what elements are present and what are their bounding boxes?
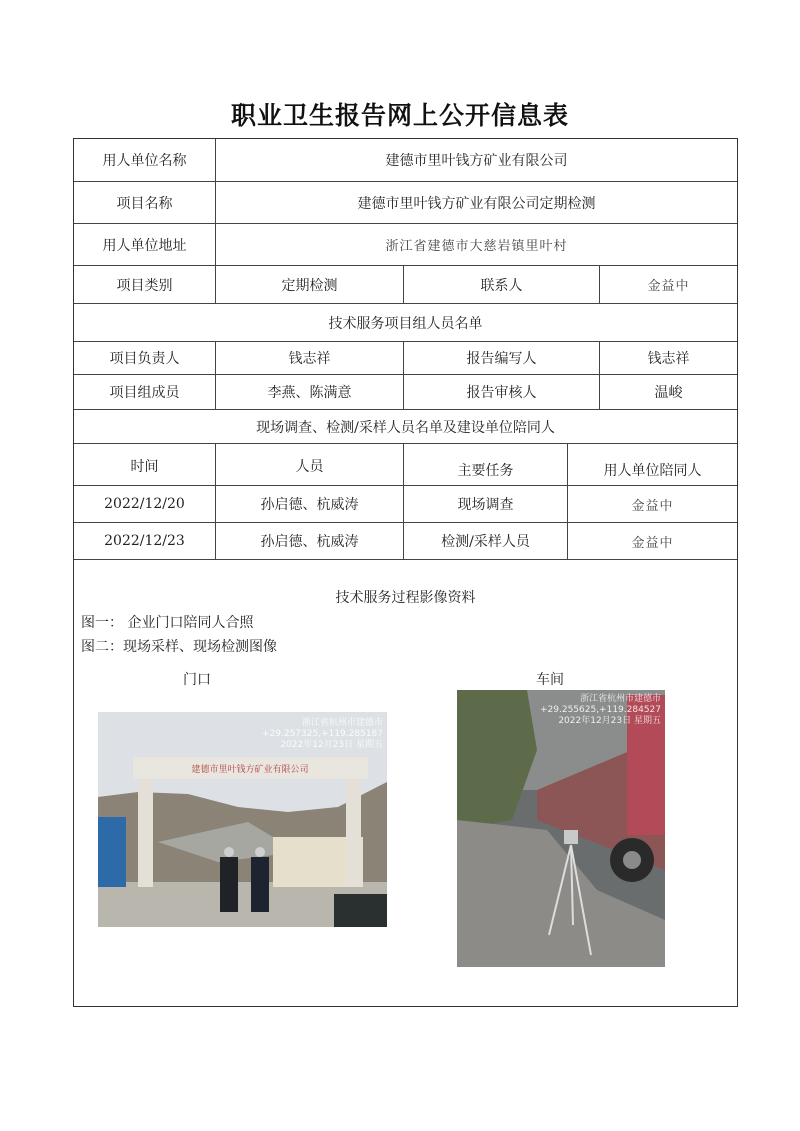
employer-name-label: 用人单位名称 <box>102 153 187 169</box>
employer-name-value: 建德市里叶钱方矿业有限公司 <box>215 139 737 181</box>
media-section <box>74 560 737 1006</box>
visit-escort: 金益中 <box>567 523 737 559</box>
row-team-members <box>74 375 737 410</box>
caption-figure-1: 图一： 企业门口陪同人合照 <box>81 615 254 631</box>
visit-staff: 孙启德、杭威涛 <box>215 486 403 522</box>
workshop-photo-stamp <box>540 694 661 727</box>
members-label: 项目组成员 <box>109 385 180 401</box>
caption-figure-2: 图二：现场采样、现场检测图像 <box>81 639 277 655</box>
photo-2-label: 车间 <box>536 672 564 688</box>
contact-value: 金益中 <box>599 266 737 303</box>
stamp-date: 2022年12月23日 星期五 <box>558 716 661 726</box>
row-team-title <box>74 304 737 342</box>
employer-address-label: 用人单位地址 <box>102 237 187 254</box>
project-name-value: 建德市里叶钱方矿业有限公司定期检测 <box>215 182 737 223</box>
visit-date: 2022/12/23 <box>104 533 185 549</box>
members-value: 李燕、陈满意 <box>215 375 403 409</box>
stamp-location: 浙江省杭州市建德市 <box>301 718 383 728</box>
stamp-coordinates: +29.257325,+119.285187 <box>261 729 383 739</box>
stamp-location: 浙江省杭州市建德市 <box>579 694 661 704</box>
table-row <box>74 523 737 560</box>
photo-1-label: 门口 <box>183 672 211 688</box>
table-row <box>74 486 737 523</box>
reviewer-label: 报告审核人 <box>403 375 599 409</box>
workshop-photo-image <box>457 690 665 967</box>
project-type-value: 定期检测 <box>215 266 403 303</box>
row-project-type <box>74 266 737 304</box>
site-visits-section-title: 现场调查、检测/采样人员名单及建设单位陪同人 <box>256 419 555 436</box>
header-staff: 人员 <box>215 444 403 485</box>
svg-text:建德市里叶钱方矿业有限公司: 建德市里叶钱方矿业有限公司 <box>191 765 309 775</box>
visit-date: 2022/12/20 <box>104 496 185 512</box>
writer-value: 钱志祥 <box>599 342 737 374</box>
team-section-title: 技术服务项目组人员名单 <box>328 315 483 332</box>
row-employer-address <box>74 224 737 266</box>
row-team-leader <box>74 342 737 375</box>
row-project-name <box>74 182 737 224</box>
header-task: 主要任务 <box>403 444 567 485</box>
visit-escort: 金益中 <box>567 486 737 522</box>
writer-label: 报告编写人 <box>403 342 599 374</box>
visit-task: 现场调查 <box>403 486 567 522</box>
project-name-label: 项目名称 <box>116 195 173 212</box>
workshop-photo <box>457 690 665 967</box>
row-employer-name <box>74 139 737 182</box>
gate-photo-stamp <box>262 718 383 751</box>
row-site-visits-title <box>74 410 737 444</box>
leader-label: 项目负责人 <box>109 351 180 367</box>
media-section-title: 技术服务过程影像资料 <box>335 590 476 606</box>
stamp-date: 2022年12月23日 星期五 <box>280 740 383 750</box>
stamp-coordinates: +29.255625,+119.284527 <box>539 705 661 715</box>
visit-staff: 孙启德、杭威涛 <box>215 523 403 559</box>
visit-task: 检测/采样人员 <box>403 523 567 559</box>
header-time: 时间 <box>130 459 159 475</box>
document-title: 职业卫生报告网上公开信息表 <box>230 101 569 130</box>
leader-value: 钱志祥 <box>215 342 403 374</box>
header-escort: 用人单位陪同人 <box>567 444 737 485</box>
employer-address-value: 浙江省建德市大慈岩镇里叶村 <box>215 224 737 265</box>
gate-photo <box>98 712 387 927</box>
project-type-label: 项目类别 <box>116 277 173 294</box>
info-table <box>73 138 738 1007</box>
site-visits-header-row <box>74 444 737 486</box>
reviewer-value: 温峻 <box>599 375 737 409</box>
contact-label: 联系人 <box>403 266 599 303</box>
